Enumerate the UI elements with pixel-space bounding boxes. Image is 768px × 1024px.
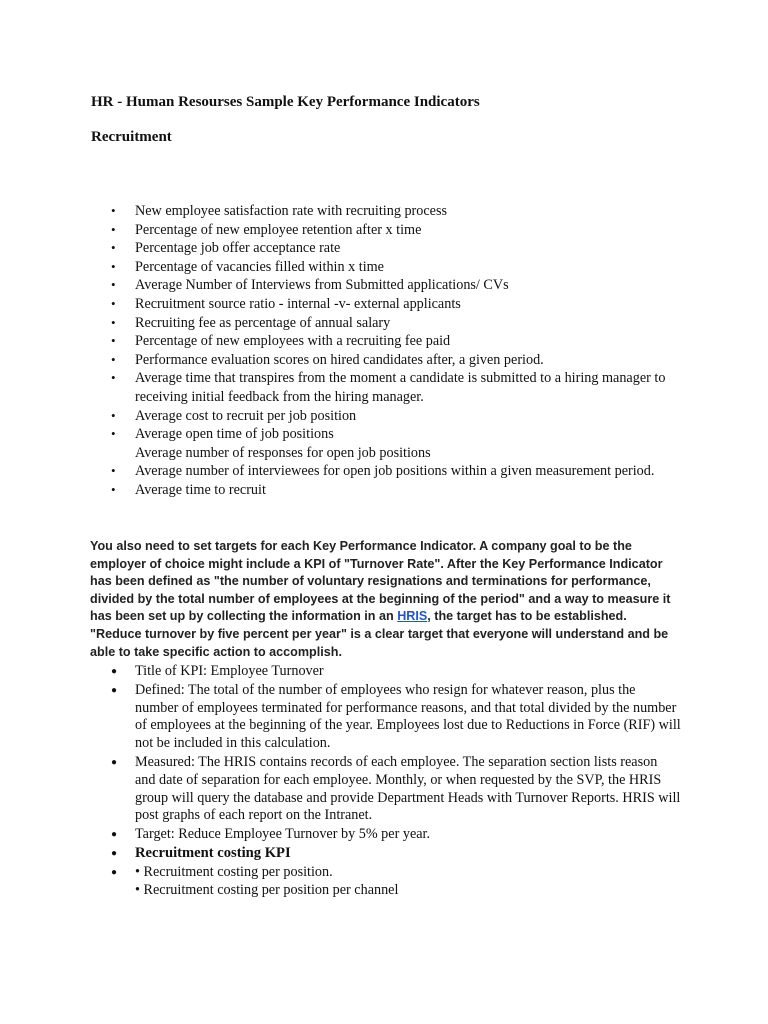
list-item: • Average Number of Interviews from Submitted applications/ CVs bbox=[91, 276, 691, 295]
list-item: ● Title of KPI: Employee Turnover bbox=[91, 663, 681, 681]
list-item: • Performance evaluation scores on hired candidates after, a given period. bbox=[91, 351, 691, 370]
list-item: • New employee satisfaction rate with recruiting process bbox=[91, 202, 691, 221]
list-item: • Average number of interviewees for open job positions within a given measurement period. bbox=[91, 462, 691, 481]
section-heading: Recruitment bbox=[91, 129, 172, 145]
list-item bbox=[91, 425, 691, 462]
list-item: • Percentage job offer acceptance rate bbox=[91, 239, 691, 258]
costing-line: • Recruitment costing per position per channel bbox=[135, 881, 399, 898]
paragraph-text: You also need to set targets for each Key Performance Indicator. A company goal to be the employer of choice might include a KPI of "Turnover Rate". After the Key Performance Indicator has been defined as "the number of voluntary resignations and terminations for performance, divided by the total number of employees at the beginning of the period" and a way to measure it has been set up by collecting the information in an bbox=[90, 539, 671, 624]
list-item: • Percentage of vacancies filled within x time bbox=[91, 258, 691, 277]
turnover-kpi-list bbox=[91, 663, 681, 900]
list-item: • Percentage of new employee retention after x time bbox=[91, 221, 691, 240]
list-item: • Recruitment source ratio - internal -v- external applicants bbox=[91, 295, 691, 314]
list-item: • Recruiting fee as percentage of annual salary bbox=[91, 314, 691, 333]
document-title: HR - Human Resourses Sample Key Performance Indicators bbox=[91, 94, 480, 110]
recruitment-kpi-list bbox=[91, 202, 691, 500]
list-item: • Average time that transpires from the moment a candidate is submitted to a hiring manager to receiving initial feedback from the hiring manager. bbox=[91, 369, 691, 406]
list-item: • Average time to recruit bbox=[91, 481, 691, 500]
costing-heading: ● Recruitment costing KPI bbox=[91, 845, 681, 863]
list-item: • Average cost to recruit per job position bbox=[91, 407, 691, 426]
list-item bbox=[91, 864, 681, 900]
list-item: ● Defined: The total of the number of employees who resign for whatever reason, plus the number of employees terminated for performance reasons, and that total divided by the number of employees at the beginning of the year. Employees lost due to Reductions in Force (RIF) will not be included in this calculation. bbox=[91, 682, 681, 753]
hris-link[interactable]: HRIS bbox=[397, 609, 428, 624]
targets-paragraph bbox=[90, 538, 680, 661]
list-item: ● Measured: The HRIS contains records of each employee. The separation section lists reason and date of separation for each employee. Monthly, or when requested by the SVP, the HRIS group will query the database and provide Department Heads with Turnover Reports. HRIS will post graphs of each report on the Intranet. bbox=[91, 754, 681, 825]
list-item-continuation: Average number of responses for open job positions bbox=[135, 444, 431, 461]
paragraph-text: , the target has to be established. "Reduce turnover by five percent per year" is a clear target that everyone will understand and be able to take specific action to accomplish. bbox=[90, 609, 669, 659]
list-item-text: • Average open time of job positions bbox=[135, 426, 334, 443]
list-item: • Percentage of new employees with a recruiting fee paid bbox=[91, 332, 691, 351]
list-item: ● Target: Reduce Employee Turnover by 5% per year. bbox=[91, 826, 681, 844]
costing-line: ● • Recruitment costing per position. bbox=[135, 863, 333, 880]
